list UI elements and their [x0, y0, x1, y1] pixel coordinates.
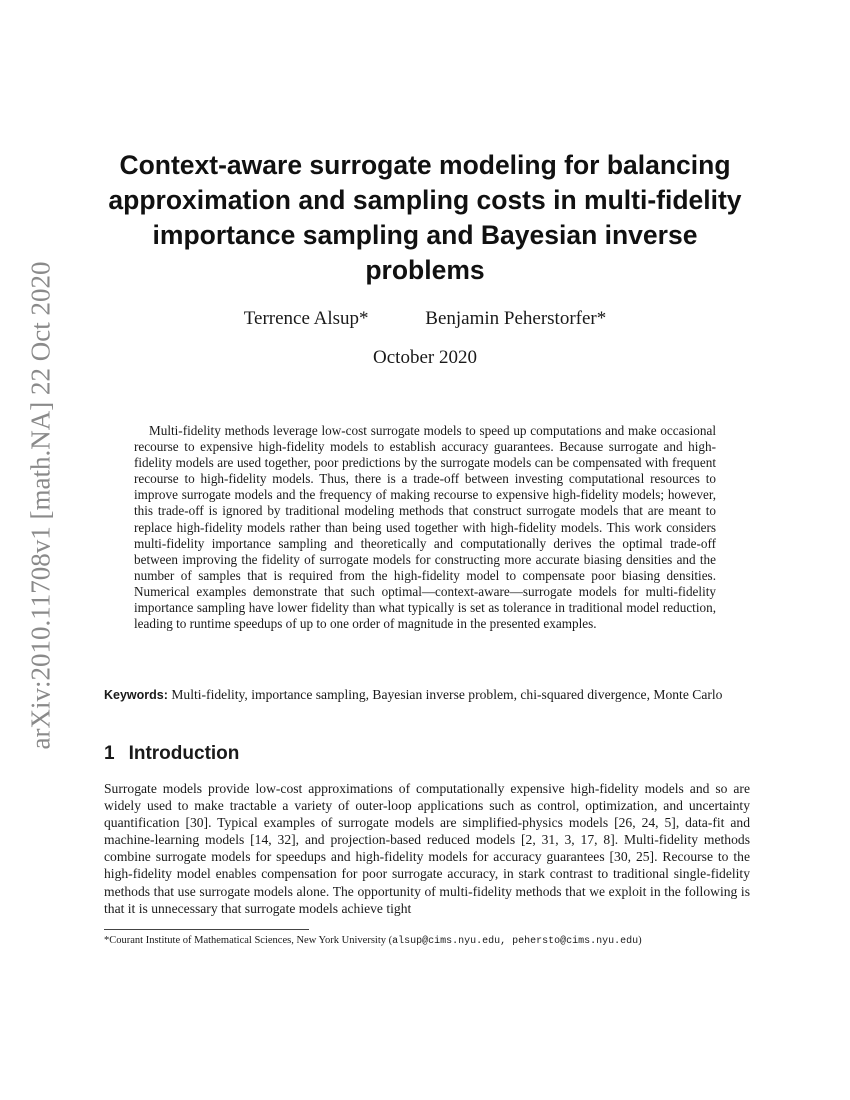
keywords-text: Multi-fidelity, importance sampling, Bayesian inverse problem, chi-squared divergence, Monte Carlo: [171, 687, 723, 702]
footnote: [104, 934, 750, 948]
intro-paragraph: Surrogate models provide low-cost approximations of computationally expensive high-fidelity models and so are widely used to make tractable a variety of outer-loop applications such as control, optimization, and uncertainty quantification [30]. Typical examples of surrogate models are simplified-physics models [26, 24, 5], data-fit and machine-learning models [14, 32], and projection-based reduced models [2, 31, 3, 17, 8]. Multi-fidelity methods combine surrogate models for speedups and high-fidelity models for accuracy guarantees [30, 25]. Recourse to the high-fidelity model enables compensation for poor surrogate accuracy, in stark contrast to traditional single-fidelity methods that use surrogate models alone. The opportunity of multi-fidelity methods that we exploit in the following is that it is unnecessary that surrogate models achieve tight: [104, 781, 750, 916]
arxiv-id: arXiv:2010.11708v1 [math.NA] 22 Oct 2020: [25, 261, 56, 749]
section-heading: [104, 743, 239, 765]
abstract: Multi-fidelity methods leverage low-cost surrogate models to speed up computations and make occasional recourse to expensive high-fidelity models to establish accuracy guarantees. Because surrogate and high-fidelity models are used together, poor predictions by the surrogate models can be compensated with frequent recourse to high-fidelity models. Thus, there is a trade-off between investing computational resources to improve surrogate models and the frequency of making recourse to expensive high-fidelity models; however, this trade-off is ignored by traditional modeling methods that construct surrogate models that are meant to replace high-fidelity models rather than being used together with high-fidelity models. This work considers multi-fidelity importance sampling and theoretically and computationally derives the optimal trade-off between improving the fidelity of surrogate models for constructing more accurate biasing densities and the number of samples that is required from the high-fidelity model to compensate poor biasing densities. Numerical examples demonstrate that such optimal—context-aware—surrogate models for multi-fidelity importance sampling have lower fidelity than what typically is set as tolerance in traditional model reduction, leading to runtime speedups of up to one order of magnitude in the presented examples.: [134, 423, 716, 632]
author-1: Terrence Alsup*: [243, 308, 369, 329]
arxiv-sidebar-stamp: [18, 245, 64, 765]
author-list: [100, 308, 750, 330]
footnote-rule: [104, 929, 309, 930]
section-number: 1: [104, 743, 115, 764]
paper-title: Context-aware surrogate modeling for balancing approximation and sampling costs in multi-fidelity importance sampling and Bayesian inverse problems: [108, 150, 742, 285]
section-title: Introduction: [128, 743, 240, 764]
footnote-emails: alsup@cims.nyu.edu, pehersto@cims.nyu.edu: [392, 936, 639, 947]
publication-date: October 2020: [373, 347, 477, 368]
keywords-label: Keywords:: [104, 688, 168, 702]
footnote-close: ): [638, 935, 642, 946]
keywords: [104, 687, 750, 704]
author-2: Benjamin Peherstorfer*: [425, 308, 607, 329]
footnote-affiliation: *Courant Institute of Mathematical Sciences, New York University (: [104, 935, 393, 946]
